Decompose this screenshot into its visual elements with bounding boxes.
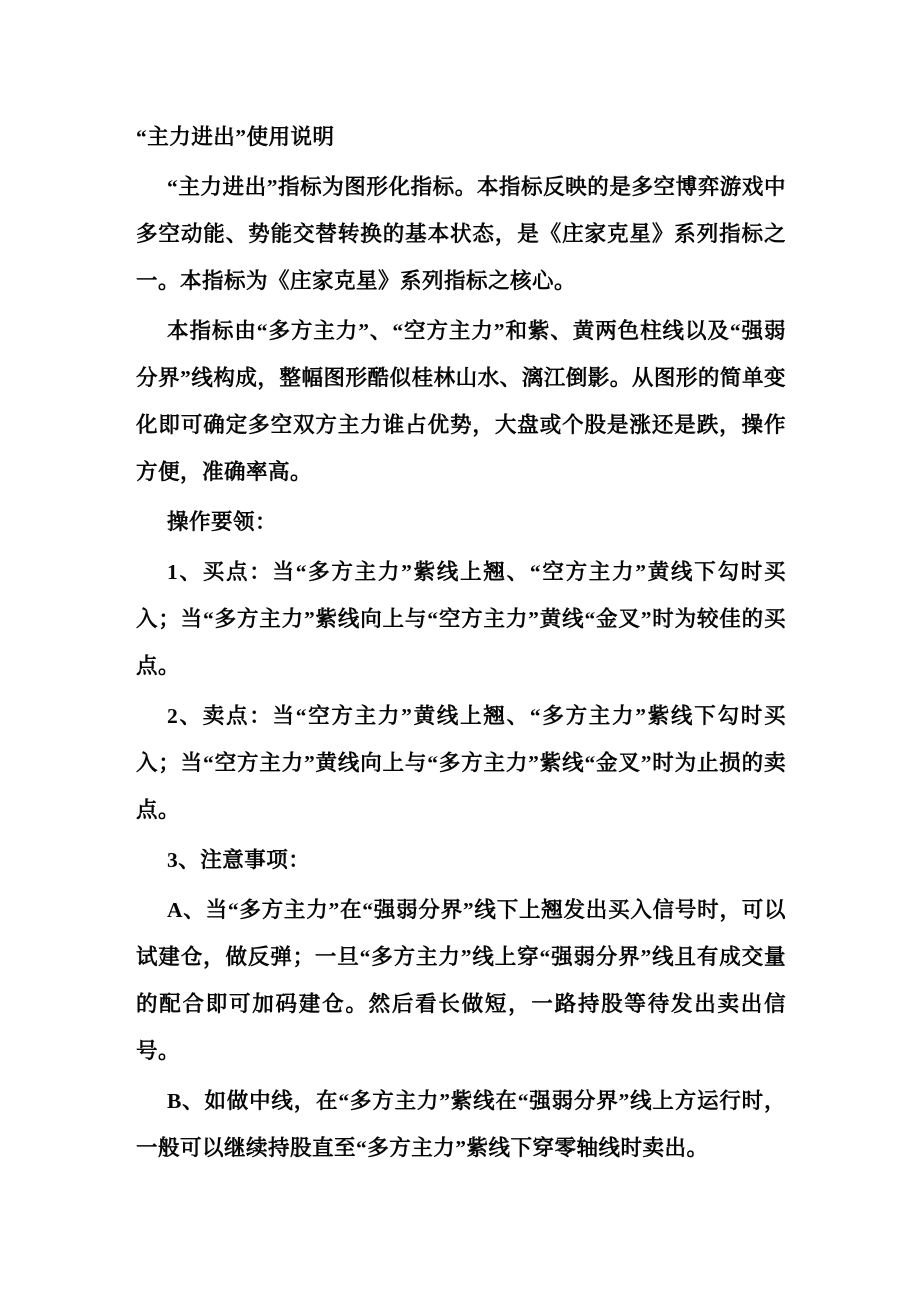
paragraph: 本指标由“多方主力”、“空方主力”和紫、黄两色柱线以及“强弱分界”线构成，整幅图形酷似桂林山水、漓江倒影。从图形的简单变化即可确定多空双方主力谁占优势，大盘或个股是涨还是跌，操作方便，准确率高。 (136, 319, 786, 484)
paragraph: “主力进出”指标为图形化指标。本指标反映的是多空博弈游戏中多空动能、势能交替转换的基本状态，是《庄家克星》系列指标之一。本指标为《庄家克星》系列指标之核心。 (136, 175, 786, 293)
paragraph: B、如做中线，在“多方主力”紫线在“强弱分界”线上方运行时，一般可以继续持股直至“多方主力”紫线下穿零轴线时卖出。 (136, 1089, 786, 1160)
paragraph: 3、注意事项： (167, 848, 311, 872)
paragraph: 1、买点：当“多方主力”紫线上翘、“空方主力”黄线下勾时买入；当“多方主力”紫线向上与“空方主力”黄线“金叉”时为较佳的买点。 (136, 560, 786, 678)
document-body (136, 164, 786, 1172)
document-title: “主力进出”使用说明 (136, 125, 335, 149)
document-content (136, 114, 786, 1175)
paragraph: 2、卖点：当“空方主力”黄线上翘、“多方主力”紫线下勾时买入；当“空方主力”黄线向上与“多方主力”紫线“金叉”时为止损的卖点。 (136, 704, 786, 822)
paragraph: 操作要领： (167, 510, 278, 534)
paragraph: A、当“多方主力”在“强弱分界”线下上翘发出买入信号时，可以试建仓，做反弹；一旦“多方主力”线上穿“强弱分界”线且有成交量的配合即可加码建仓。然后看长做短，一路持股等待发出卖出信号。 (136, 898, 786, 1063)
